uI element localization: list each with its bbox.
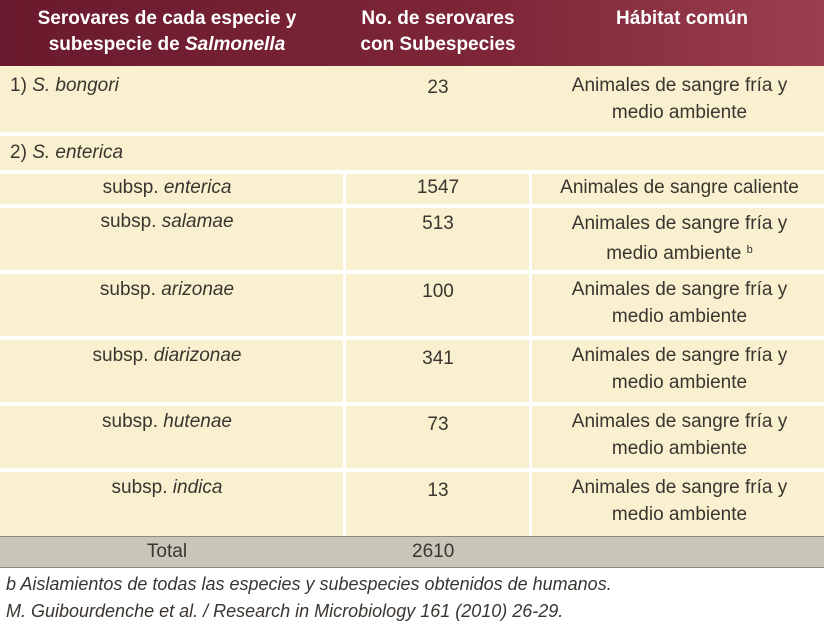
table-row xyxy=(0,136,824,170)
habitat xyxy=(535,474,824,528)
habitat-line1: Animales de sangre fría y xyxy=(571,279,788,300)
row-prefix: subsp. xyxy=(102,411,164,432)
row-name: hutenae xyxy=(163,411,232,432)
row-name: S. bongori xyxy=(32,75,119,96)
serovar-count: 513 xyxy=(422,213,454,234)
total-value: 2610 xyxy=(412,541,455,562)
habitat: Animales de sangre caliente xyxy=(560,177,799,198)
table-header xyxy=(0,0,824,66)
row-prefix: subsp. xyxy=(102,177,164,198)
footnote-b: b Aislamientos de todas las especies y subespecies obtenidos de humanos. xyxy=(6,574,612,594)
header-count xyxy=(340,6,536,58)
row-name: arizonae xyxy=(161,279,235,300)
habitat-line2: medio ambiente xyxy=(611,306,748,327)
subspecies-name xyxy=(6,408,328,435)
habitat-line1: Animales de sangre fría y xyxy=(571,411,788,432)
row-name: indica xyxy=(172,477,223,498)
serovar-count: 100 xyxy=(422,281,454,302)
header-species-genus: Salmonella xyxy=(184,34,286,55)
header-species-line1: Serovares de cada especie y xyxy=(37,8,297,29)
table-row xyxy=(0,472,824,536)
subspecies-name xyxy=(6,342,328,369)
total-label: Total xyxy=(146,541,188,562)
species-name xyxy=(10,139,332,166)
footnote-marker: b xyxy=(746,244,753,256)
habitat-line2: medio ambiente xyxy=(611,504,748,525)
row-name: diarizonae xyxy=(153,345,242,366)
habitat xyxy=(535,276,824,330)
serovar-count: 23 xyxy=(427,77,449,98)
header-species-line2: subespecie de xyxy=(48,34,185,55)
header-habitat: Hábitat común xyxy=(616,8,748,29)
habitat xyxy=(535,72,824,126)
subspecies-name xyxy=(6,208,328,235)
row-name: salamae xyxy=(161,211,234,232)
row-prefix: 2) xyxy=(10,142,33,163)
row-prefix: subsp. xyxy=(92,345,154,366)
row-name: enterica xyxy=(163,177,232,198)
subspecies-name xyxy=(6,276,328,303)
source-citation: M. Guibourdenche et al. / Research in Microbiology 161 (2010) 26-29. xyxy=(6,601,564,621)
subspecies-name xyxy=(6,474,328,501)
habitat-line1: Animales de sangre fría y xyxy=(571,75,788,96)
table-row xyxy=(0,340,824,402)
row-prefix: subsp. xyxy=(111,477,173,498)
serovar-count: 341 xyxy=(422,348,454,369)
table-row xyxy=(0,406,824,468)
row-name: S. enterica xyxy=(32,142,124,163)
row-prefix: subsp. xyxy=(100,211,162,232)
serovar-count: 1547 xyxy=(416,177,460,198)
habitat-line1: Animales de sangre fría y xyxy=(571,345,788,366)
row-prefix: subsp. xyxy=(99,279,162,300)
table-row xyxy=(0,274,824,336)
table-row xyxy=(0,66,824,132)
habitat-line2: medio ambiente xyxy=(611,102,748,123)
header-count-line1: No. de serovares xyxy=(361,8,515,29)
habitat-line2: medio ambiente xyxy=(606,243,742,264)
header-species xyxy=(6,6,328,58)
table-row xyxy=(0,208,824,270)
serovar-count: 73 xyxy=(427,414,449,435)
subspecies-name xyxy=(6,174,328,201)
serovar-count: 13 xyxy=(427,480,449,501)
habitat-line2: medio ambiente xyxy=(611,438,748,459)
habitat xyxy=(535,408,824,462)
row-prefix: 1) xyxy=(10,75,33,96)
habitat-line1: Animales de sangre fría y xyxy=(571,213,788,234)
habitat xyxy=(535,210,824,267)
table-row xyxy=(0,174,824,204)
habitat xyxy=(535,342,824,396)
total-row xyxy=(0,536,824,568)
habitat-line2: medio ambiente xyxy=(611,372,748,393)
header-count-line2: con Subespecies xyxy=(360,34,516,55)
habitat-line1: Animales de sangre fría y xyxy=(571,477,788,498)
species-name xyxy=(10,72,332,99)
